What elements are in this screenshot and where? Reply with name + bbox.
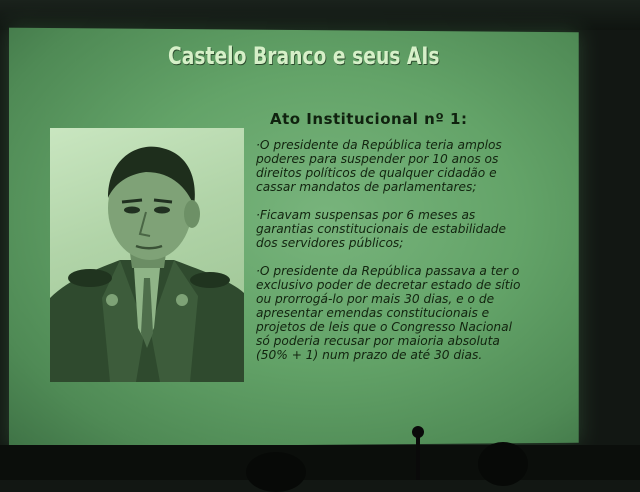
bullet-item: ·Ficavam suspensas por 6 meses as garantias constitucionais de estabilidade dos servidores públicos; (256, 208, 507, 250)
bullet-item: ·O presidente da República teria amplos poderes para suspender por 10 anos os direitos políticos de qualquer cidadão e cassar mandatos de parlamentares; (256, 138, 502, 194)
portrait-figure (50, 128, 244, 382)
slide-title: Castelo Branco e seus AIs (168, 42, 440, 70)
slide-bullet-list (256, 138, 526, 376)
room-ceiling (0, 0, 640, 30)
slide-subtitle: Ato Institucional nº 1: (270, 110, 468, 128)
microphone-stand (416, 436, 420, 480)
auditorium-floor (0, 445, 640, 480)
bullet-item: ·O presidente da República passava a ter o exclusivo poder de decretar estado de sítio ou prorrogá-lo por mais 30 dias, e o de apresentar emendas constitucionais e projetos de leis que o Congresso Nacional só poderia recusar por maioria absoluta (50% + 1) num prazo de até 30 dias. (256, 264, 521, 362)
portrait-photo (50, 128, 244, 382)
audience-head (478, 442, 528, 486)
audience-head (246, 452, 306, 492)
